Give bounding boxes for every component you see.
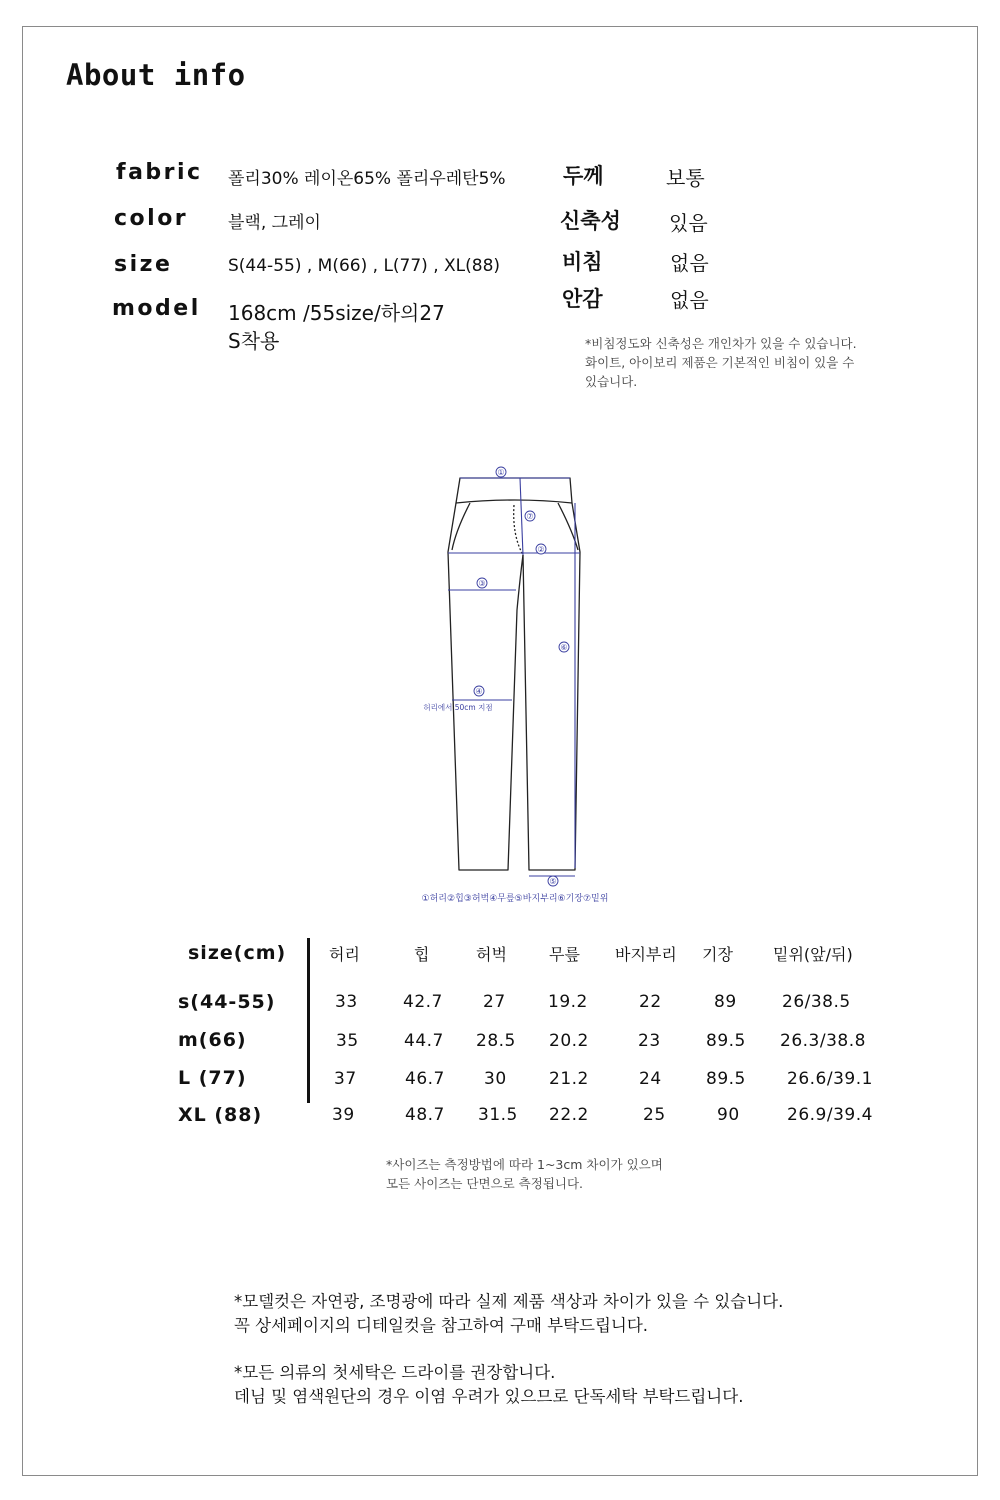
size-value: S(44-55) , M(66) , L(77) , XL(88) — [228, 256, 501, 276]
size-label: size — [114, 252, 173, 277]
cell-xl-knee: 22.2 — [549, 1105, 589, 1125]
properties-note — [585, 334, 925, 391]
marker-7-label: ⑦ — [526, 512, 534, 521]
pants-measurement-diagram — [390, 460, 650, 915]
column-header-hem: 바지부리 — [615, 945, 677, 964]
cell-m-knee: 20.2 — [549, 1031, 589, 1051]
model-cut-note-line2: 꼭 상세페이지의 디테일컷을 참고하여 구매 부탁드립니다. — [234, 1316, 649, 1335]
column-header-hip: 힙 — [414, 945, 430, 964]
diagram-legend: ①허리②힙③허벅④무릎⑤바지부리⑥기장⑦밑위 — [421, 894, 609, 904]
properties-note-line1: *비침정도와 신축성은 개인차가 있을 수 있습니다. — [585, 336, 857, 351]
size-note — [386, 1155, 806, 1193]
model-value-line1: 168cm /55size/하의27 — [228, 301, 445, 325]
cell-l-waist: 37 — [334, 1069, 357, 1089]
measurement-lines — [448, 478, 580, 876]
cell-l-hem: 24 — [639, 1069, 662, 1089]
row-label-xl: XL (88) — [178, 1104, 263, 1126]
size-table-divider — [307, 938, 310, 1103]
cell-l-rise: 26.6/39.1 — [787, 1069, 873, 1089]
cell-s-hem: 22 — [639, 992, 662, 1012]
cell-l-length: 89.5 — [706, 1069, 746, 1089]
size-note-line1: *사이즈는 측정방법에 따라 1~3cm 차이가 있으며 — [386, 1157, 663, 1172]
property-sheer-label: 비침 — [562, 250, 603, 274]
cell-xl-hem: 25 — [643, 1105, 666, 1125]
model-label: model — [112, 296, 201, 321]
washing-note — [234, 1361, 934, 1409]
property-stretch-label: 신축성 — [560, 209, 621, 233]
color-label: color — [114, 206, 189, 231]
size-table-header-label: size(cm) — [188, 942, 287, 964]
cell-xl-waist: 39 — [332, 1105, 355, 1125]
cell-m-rise: 26.3/38.8 — [780, 1031, 866, 1051]
cell-m-length: 89.5 — [706, 1031, 746, 1051]
cell-s-waist: 33 — [335, 992, 358, 1012]
row-label-s: s(44-55) — [178, 991, 276, 1013]
properties-note-line2: 화이트, 아이보리 제품은 기본적인 비침이 있을 수 — [585, 355, 855, 370]
cell-l-hip: 46.7 — [405, 1069, 445, 1089]
property-thickness-value: 보통 — [666, 166, 705, 190]
marker-4-label: ④ — [475, 687, 483, 696]
thigh-measure-note: 허리에서 50cm 지점 — [423, 703, 493, 712]
marker-1-label: ① — [497, 468, 505, 477]
column-header-rise: 밑위(앞/뒤) — [773, 945, 853, 964]
column-header-length: 기장 — [702, 945, 733, 964]
properties-note-line3: 있습니다. — [585, 374, 638, 389]
cell-xl-length: 90 — [717, 1105, 740, 1125]
property-lining-label: 안감 — [562, 287, 603, 311]
marker-6-label: ⑥ — [560, 643, 568, 652]
washing-note-line1: *모든 의류의 첫세탁은 드라이를 권장합니다. — [234, 1363, 556, 1382]
cell-s-knee: 19.2 — [548, 992, 588, 1012]
size-note-line2: 모든 사이즈는 단면으로 측정됩니다. — [386, 1176, 584, 1191]
property-sheer-value: 없음 — [670, 251, 709, 275]
washing-note-line2: 데님 및 염색원단의 경우 이염 우려가 있으므로 단독세탁 부탁드립니다. — [234, 1387, 744, 1406]
cell-xl-rise: 26.9/39.4 — [787, 1105, 873, 1125]
cell-xl-hip: 48.7 — [405, 1105, 445, 1125]
cell-s-length: 89 — [714, 992, 737, 1012]
cell-s-rise: 26/38.5 — [782, 992, 851, 1012]
row-label-m: m(66) — [178, 1029, 247, 1051]
property-stretch-value: 있음 — [669, 211, 708, 235]
property-lining-value: 없음 — [670, 288, 709, 312]
marker-3-label: ③ — [478, 579, 486, 588]
cell-l-thigh: 30 — [484, 1069, 507, 1089]
property-thickness-label: 두께 — [563, 164, 604, 188]
fabric-label: fabric — [116, 160, 203, 185]
cell-m-waist: 35 — [336, 1031, 359, 1051]
fabric-value: 폴리30% 레이온65% 폴리우레탄5% — [228, 169, 506, 189]
cell-m-hem: 23 — [638, 1031, 661, 1051]
cell-xl-thigh: 31.5 — [478, 1105, 518, 1125]
model-value-line2: S착용 — [228, 329, 280, 353]
column-header-knee: 무릎 — [549, 945, 580, 964]
pants-outline — [448, 478, 580, 870]
row-label-l: L (77) — [178, 1067, 247, 1089]
cell-s-thigh: 27 — [483, 992, 506, 1012]
model-cut-note-line1: *모델컷은 자연광, 조명광에 따라 실제 제품 색상과 차이가 있을 수 있습니다. — [234, 1292, 784, 1311]
column-header-thigh: 허벅 — [476, 945, 507, 964]
column-header-waist: 허리 — [329, 945, 360, 964]
marker-2-label: ② — [537, 545, 545, 554]
marker-5-label: ⑤ — [549, 877, 557, 886]
model-cut-note — [234, 1290, 934, 1338]
page-title: About info — [66, 58, 246, 92]
cell-s-hip: 42.7 — [403, 992, 443, 1012]
cell-l-knee: 21.2 — [549, 1069, 589, 1089]
cell-m-thigh: 28.5 — [476, 1031, 516, 1051]
cell-m-hip: 44.7 — [404, 1031, 444, 1051]
color-value: 블랙, 그레이 — [228, 213, 321, 233]
